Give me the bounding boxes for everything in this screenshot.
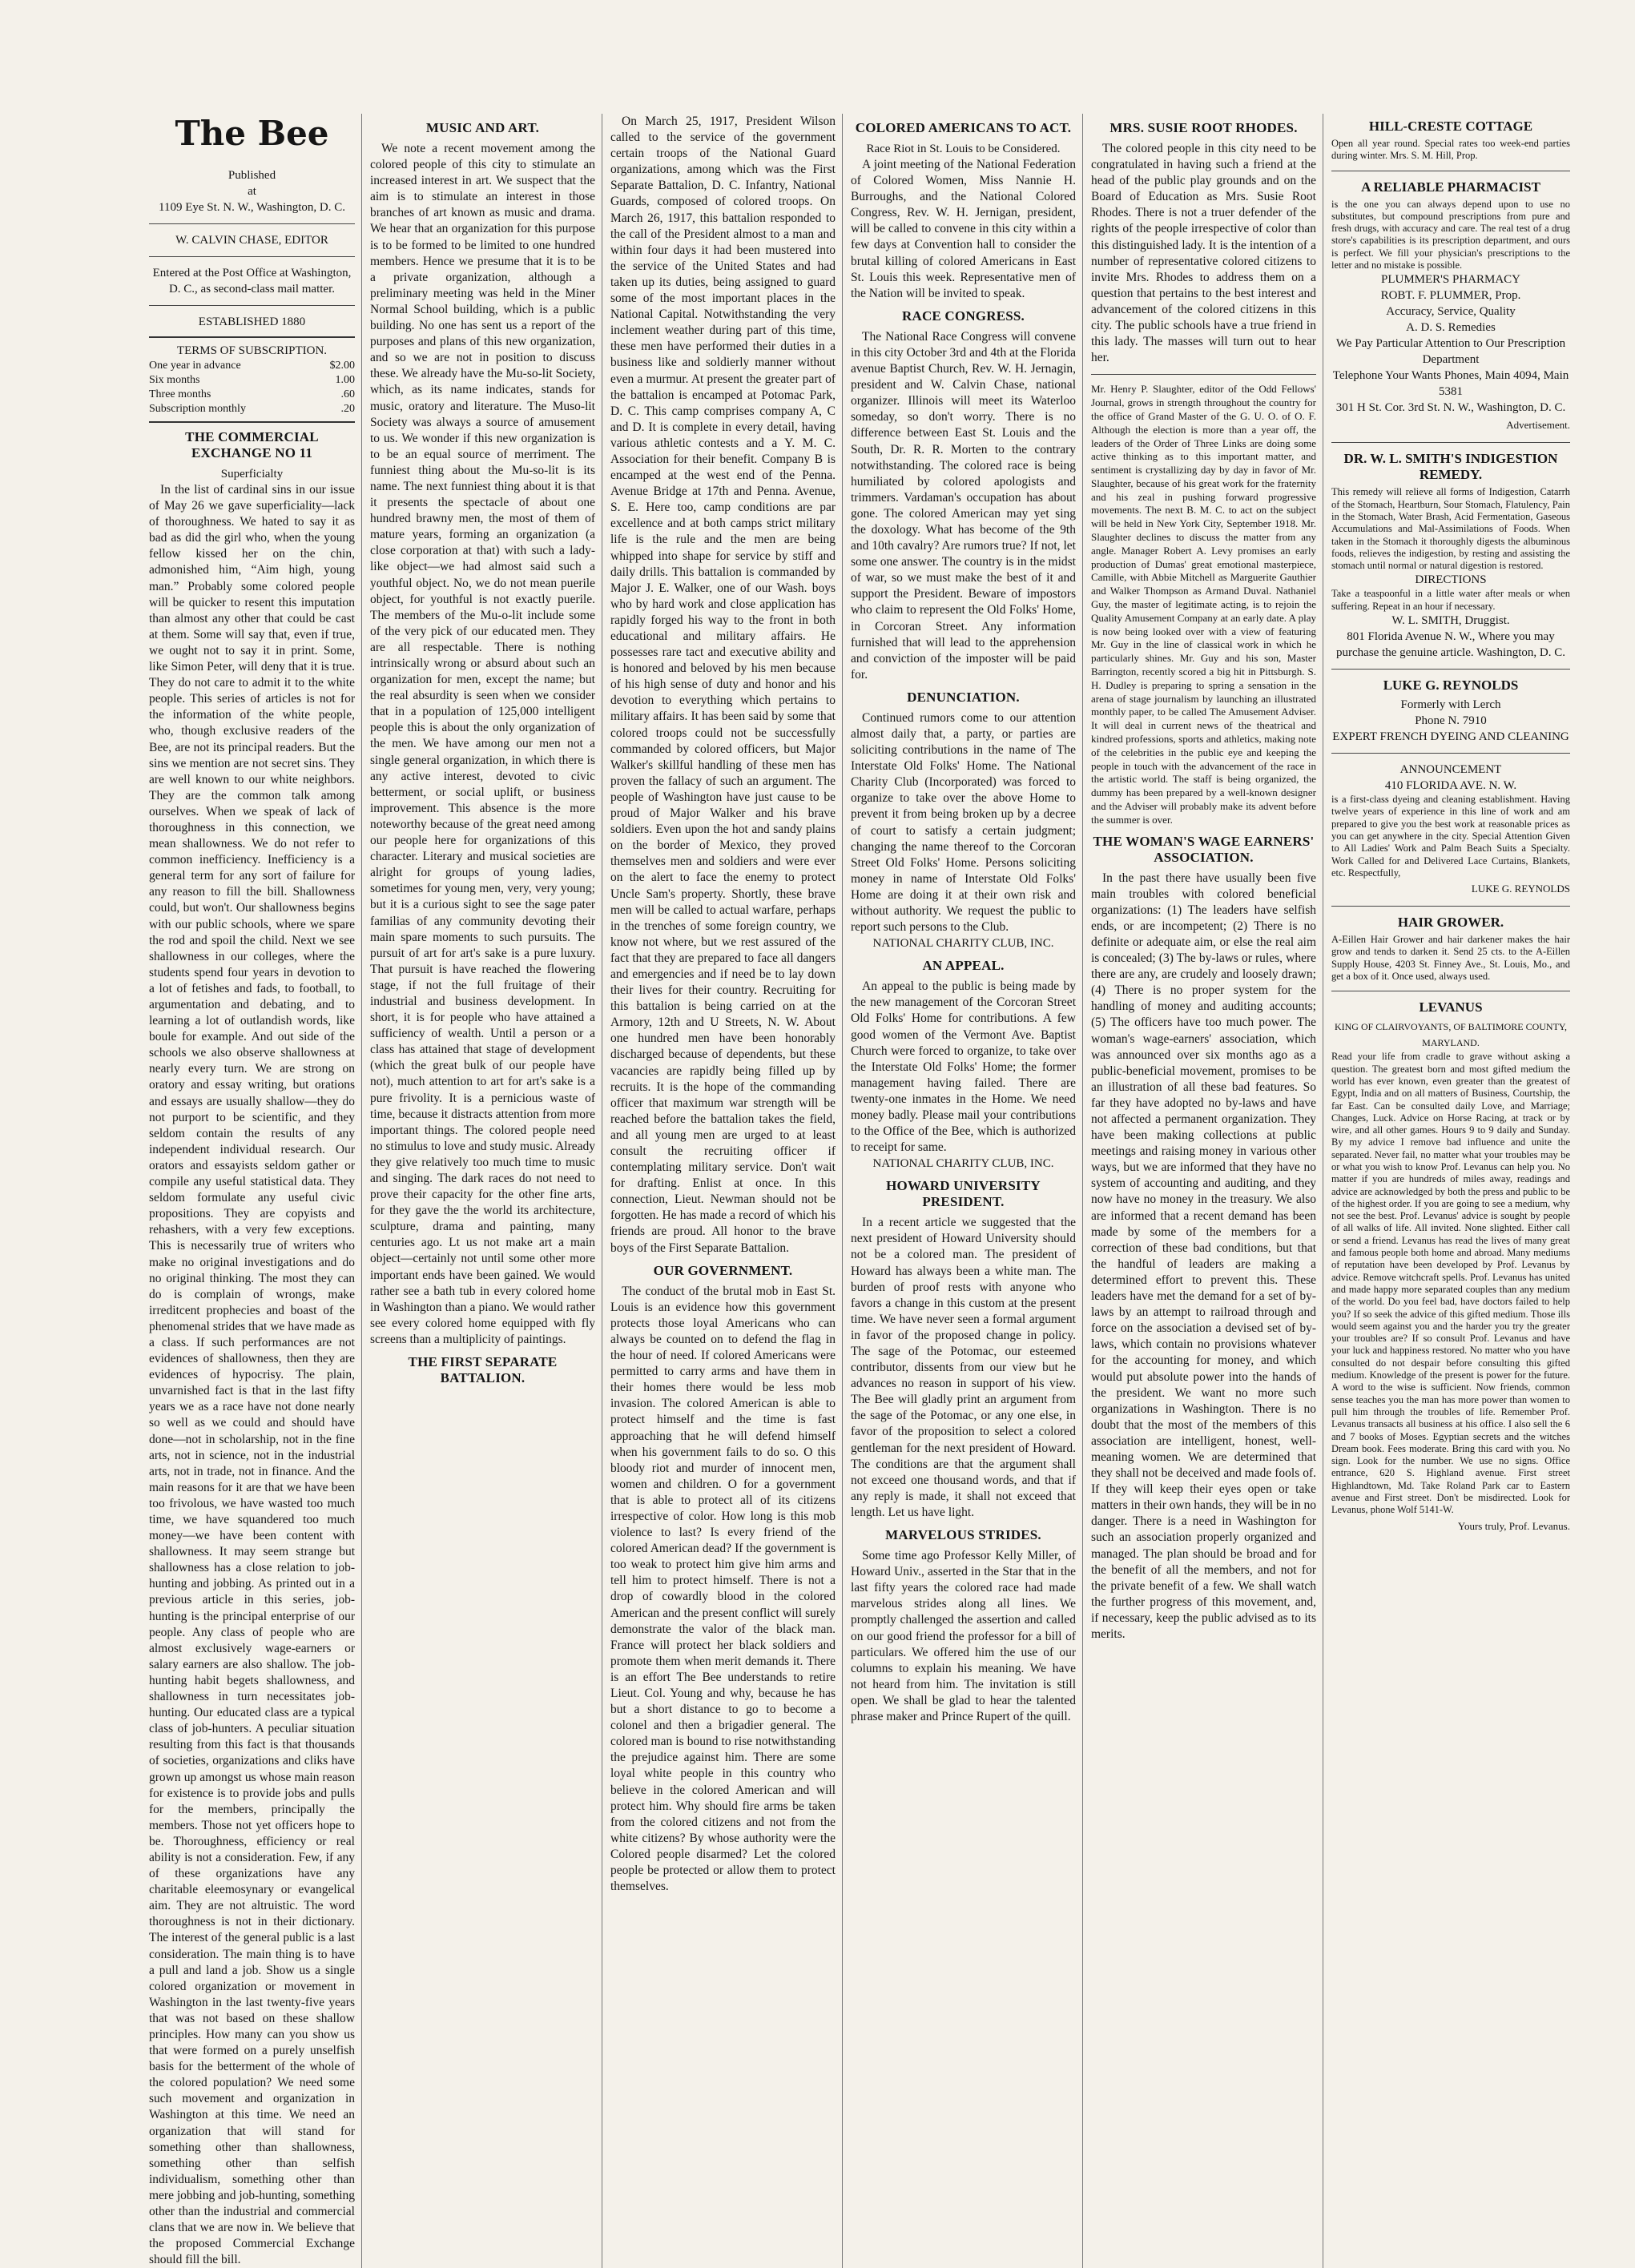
reynolds-text: is a first-class dyeing and cleaning establishment. Having twelve years of experience in this line of work and am prepared to give you the best work at reasonable prices as you can get anywhere in the city. Special Attention Given to All Ladies' Work and Palm Beach Suits a Specialty. Work Called for and Delivered Lace Curtains, Blankets, etc. Respectfully,: [1331, 794, 1570, 879]
first-separate-headline: THE FIRST SEPARATE BATTALION.: [408, 1354, 558, 1386]
colored-act-kicker: Race Riot in St. Louis to be Considered.: [866, 143, 1061, 155]
levanus-text: Read your life from cradle to grave without asking a question. The greatest born and most gifted medium the world has ever known, even greater than the greatest of Egypt, India and on all matters of Business, Courtship, the far East. Can be consulted daily Love, and Marriage; Changes, Luck. Advice on Horse Racing, at track or by wire, and all other games. Hours 9 to 9 daily and Sunday. By my advice I remove bad influence and unite the separated. Never fail, no matter what your troubles may be or what you wish to know Prof. Levanus can help you. No matter if you are hundreds of miles away, readings and advice are acknowledged by both the press and public to be of the highest order. If you are going to see a medium, why not see the best. Prof. Levanus' advice is sought by people of all walks of life. All invited. None slighted. Either call or send a friend. Levanus has read the lives of many great and famous people both home and abroad. Many mediums of reputation have been developed by Prof. Levanus by advice. Remove witchcraft spells. Prof. Levanus has united and made happy more separated couples than any medium of the world. Do you feel bad, have doctors failed to help you? If so seek the advice of this gifted medium. Those ills would seem against you and the harder you try the greater your troubles are? If so consult Prof. Levanus and have your luck and happiness restored. No matter who you have consulted do not despair before consulting this gifted medium. Knowledge of the present is power for the future. A word to the wise is sufficient. Now friends, common sense teaches you the man has more power than women to pull him through the troubles of life. Remember Prof. Levanus transacts all business at his office. I also sell the 6 and 7 books of Moses. Egyptian secrets and the witches Dream book. Fees moderate. Bring this card with you. No sign. Look for the number. We use no signs. Office entrance, 620 S. Highland avenue. First street Highlandtown, Md. Take Roland Park car to Eastern avenue and First street. Don't be misdirected. Look for Levanus, phone Wolf 5141-W.: [1331, 1051, 1570, 1516]
divider: [1331, 442, 1570, 443]
paper-title: The Bee: [175, 114, 329, 153]
smith-proprietor: W. L. SMITH, Druggist.: [1391, 614, 1510, 628]
column-5: [1091, 114, 1323, 2268]
entry-notice: Entered at the Post Office at Washington, D. C., as second-class mail matter.: [152, 267, 352, 296]
appeal-body: An appeal to the public is being made by the new management of the Corcoran Street Old Folks' Home for contributions. A few good women of the Vermont Ave. Baptist Church were forced to organize, to take over the Interstate Old Folks' Home; the former management having failed. There are twenty-one inmates in the Home. We need money badly. Please mail your contributions to the Office of the Bee, which is authorized to receipt for same.: [851, 979, 1076, 1155]
levanus-title: LEVANUS: [1419, 999, 1483, 1015]
newspaper-columns: [149, 114, 1605, 2267]
first-separate-body: On March 25, 1917, President Wilson called to the service of the government certain troops of the National Guard organizations, among which was the First Separate Battalion, D. C. Infantry, National Guards, composed of colored troops. On March 26, 1917, this battalion responded to the call of the President almost to a man and within four days it had been mustered into the service of the United States and had taken up its duties, being assigned to guard some of the most important places in the National Capital. Notwithstanding the very inclement weather during part of this time, these men have performed their duties in a business like and soldierly manner without even a murmur. At present the greater part of the battalion is encamped at Potomac Park, D. C. This camp comprises company A, C and D. It is complete in every detail, having various athletic contests and a Y. M. C. Association for their benefit. Company B is encamped at the west end of the Penna. Avenue Bridge at 17th and Penna. Avenue, S. E. Here too, camp conditions are par excellence and at both camps strict military life is the rule and the men are being whipped into shape for service by stiff and daily drills. This battalion is commanded by Major J. E. Walker, one of our Wash. boys who by hard work and close application has rapidly forged his way to the front in both educational and military affairs. He possesses rare tact and executive ability and is honored and beloved by his men because of his high sense of duty and honor and his devotion to everything which pertains to military affairs. It has been said by some that colored troops could not be successfully commanded by colored officers, but Major Walker's skillful handling of these men has proven the fallacy of such an argument. The people of Washington have just cause to be proud of Major Walker and his brave soldiers. Even upon the hot and sandy plains on the border of Mexico, they proved themselves men and soldiers and were ever on the alert to face the enemy to protect Uncle Sam's property. Shortly, these brave men will be called to actual warfare, perhaps in the trenches of some foreign country, we know not where, but we rest assured of the fact that they are prepared to face all dangers and emergencies and if need be to lay down their lives for their country. Recruiting for this battalion is being carried on at the Armory, 12th and U Streets, N. W. About one hundred men have been honorably discharged because of dependents, but these vacancies are rapidly being filled up by recruits. It is the hope of the commanding officer that maximum war strength will be reached before the battalion takes the field, and all young men are urged to at least consult the recruiting officer if contemplating military service. Don't wait for drafting. Enlist at once. In this connection, Lieut. Newman should not be forgotten. He has made a record of which his friends are proud. All honor to the brave boys of the First Separate Battalion.: [610, 115, 836, 1255]
divider: [149, 305, 355, 306]
wage-earners-body: In the past there have usually been five main troubles with colored beneficial organizations: (1) The leaders have selfish ends, or are incompetent; (2) There is no definite or adequate aim, or else the real aim is concealed; (3) The by-laws or rules, where there are any, are crudely and loosely drawn; (4) There is no proper system for the handling of money and auditing accounts; (5) The officers have too much power. The woman's wage-earners' association, which was announced over six months ago as a public-beneficial movement, promises to be an illustration of all these bad features. So far they have adopted no by-laws and have not affected a permanent organization. They have been making collections at public meetings and raising money in various other ways, but we are informed that they have no system of accounting and auditing, and they now have no money in the treasury. We also are informed that a recent demand has been made by some of the members for a correction of these bad conditions, but that the handful of leaders are making a determined effort to prevent this. These leaders have met the demand for a set of by-laws by an attempt to railroad through and force on the association a devised set of by-laws, which contain no provisions whatever for the accounting for money, and which would put absolute power into the hands of the president. We want no more such organizations in Washington. There is no doubt that the most of the members of this association are intelligent, honest, well-meaning women. We are determined that they shall not be deceived and made fools of. If they will keep their eyes open or take matters in their own hands, they will be in no danger. There is a need in Washington for such an association properly organized and managed. The plan should be broad and for the benefit of all the members, and not for the private benefit of a few. We shall watch the further progress of this movement, and, if necessary, keep the public advised as to its merits.: [1091, 871, 1316, 1642]
colored-act-body: A joint meeting of the National Federation of Colored Women, Miss Nannie H. Burroughs, and the National Colored Congress, Rev. W. H. Jernigan, president, will be called to convene in this city within a few days at Convention hall to consider the brutal killing of colored Americans in East St. Louis this week. Representative men of the Nation will be invited to speak.: [851, 158, 1076, 300]
rhodes-body: The colored people in this city need to be congratulated in having such a friend at the head of the public play grounds and on the Board of Education as Mrs. Susie Root Rhodes. There is not a truer defender of the rights of the people irrespective of color than this distinguished lady. It is the intention of a number of representative colored citizens to invite Mrs. Rhodes to address them on a question that pertains to the best interest and advancement of the colored citizens in this city. The public schools have a true friend in this lady. The masses will turn out to hear her.: [1091, 142, 1316, 365]
appeal-headline: AN APPEAL.: [922, 958, 1005, 974]
divider: [1091, 374, 1316, 375]
hair-title: HAIR GROWER.: [1397, 915, 1504, 931]
commercial-kicker: Superficialty: [220, 468, 284, 481]
column-2: [370, 114, 602, 2268]
pharmacy-notice: We Pay Particular Attention to Our Prescription Department: [1335, 337, 1566, 367]
hillcreste-text: Open all year round. Special rates too week-end parties during winter. Mrs. S. M. Hill, Prop.: [1331, 138, 1570, 162]
pharmacy-remedies: A. D. S. Remedies: [1406, 321, 1496, 335]
hillcreste-title: HILL-CRESTE COTTAGE: [1368, 119, 1533, 134]
race-congress-body: The National Race Congress will convene in this city October 3rd and 4th at the Florida avenue Baptist Church, Rev. W. H. Jernagin, president and W. Calvin Chase, national organizer. Illinois will meet its Waterloo someday, so don't worry. There is no difference between East St. Louis and the South, Dr. R. R. Morten to the contrary notwithstanding. The colored race is being humiliated by colored apologists and trimmers. Vardaman's occupation has about gone. The colored American may yet sing the doxology. What has become of the 9th and 10th cavalry? Are rumors true? If not, let some one answer. The country is in the midst of war, so we must make the best of it and support the President. Beware of impostors who claim to represent the Old Folks' Home, in Corcoran Street. Any information furnished that will lead to the apprehension and conviction of the imposter will be paid for.: [851, 329, 1076, 682]
pharmacy-phone: Telephone Your Wants Phones, Main 4094, Main 5381: [1332, 369, 1569, 399]
denunciation-body: Continued rumors come to our attention almost daily that, a party, or parties are soliciting contributions in the name of The Interstate Old Folks' Home. The National Charity Club (Incorporated) was forced to organize to take over the above Home to prevent it from being broken up by a decree of court to satisfy a certain judgment; changing the name thereof to the Corcoran Street Old Folks' Home. Persons soliciting money in name of Interstate Old Folks' Home are doing it at their own risk and without authority. We request the public to report such persons to the Club.: [851, 710, 1076, 935]
published-label: Published: [228, 169, 276, 182]
race-congress-headline: RACE CONGRESS.: [902, 308, 1025, 324]
divider: [1331, 906, 1570, 907]
hair-ad: [1331, 915, 1570, 983]
levanus-closing: Yours truly, Prof. Levanus.: [1457, 1519, 1570, 1532]
column-6: [1331, 114, 1577, 2268]
divider: [149, 223, 355, 224]
reynolds-ad: [1331, 678, 1570, 895]
subscription-row-price: .60: [340, 388, 355, 400]
paper-address: 1109 Eye St. N. W., Washington, D. C.: [159, 201, 345, 214]
pharmacy-name: PLUMMER'S PHARMACY: [1381, 273, 1520, 287]
smith-directions-title: DIRECTIONS: [1415, 573, 1487, 587]
reynolds-phone: Phone N. 7910: [1415, 714, 1487, 728]
commercial-headline: THE COMMERCIAL EXCHANGE NO 11: [185, 429, 319, 460]
editor-line: W. CALVIN CHASE, EDITOR: [175, 234, 328, 247]
divider: [1331, 753, 1570, 754]
subscription-row-price: $2.00: [329, 360, 355, 372]
levanus-subtitle: KING OF CLAIRVOYANTS, OF BALTIMORE COUNTY, MARYLAND.: [1334, 1021, 1568, 1049]
reynolds-service: EXPERT FRENCH DYEING AND CLEANING: [1332, 730, 1569, 744]
smith-address: 801 Florida Avenue N. W., Where you may purchase the genuine article. Washington, D. C.: [1336, 630, 1565, 660]
subscription-row-label: Subscription monthly: [149, 403, 246, 415]
smith-ad: [1331, 451, 1570, 661]
subscription-row-price: .20: [340, 403, 355, 415]
column-3: [610, 114, 843, 2268]
reynolds-title: LUKE G. REYNOLDS: [1383, 678, 1519, 694]
at-label: at: [248, 185, 256, 198]
established-line: ESTABLISHED 1880: [198, 316, 306, 328]
music-headline: MUSIC AND ART.: [425, 120, 540, 135]
marvelous-body: Some time ago Professor Kelly Miller, of Howard Univ., asserted in the Star that in the last fifty years the colored race had made marvelous strides along all lines. We promptly challenged the assertion and called on our good friend the professor for a bill of particulars. We offered him the use of our columns to explain his meaning. We have not heard from him. The invitation is still open. We shall be glad to hear the talented phrase maker and Prince Rupert of the quill.: [851, 1549, 1076, 1723]
subscription-row-label: Three months: [149, 388, 211, 400]
government-headline: OUR GOVERNMENT.: [653, 1262, 793, 1278]
pharmacy-prop: ROBT. F. PLUMMER, Prop.: [1380, 289, 1521, 303]
pharmacist-ad: [1331, 179, 1570, 432]
music-body: We note a recent movement among the colored people of this city to stimulate an increased interest in art. We suspect that the aim is to stimulate an interest in those branches of art known as music and drama. We hear that an organization for this purpose is to be formed to be limited to one hundred members. Hence we presume that it is to be a private organization, although a preliminary meeting was held in the Miner Normal School building, which is a public building. No one has sent us a report of the purposes and plans of this new organization, and so we are not in position to discuss these. We already have the Mu-so-lit Society, which, as its name indicates, stands for music, oratory and literature. The Muso-lit Society was always a source of amusement to us. We wonder if this new organization is to be an equal source of merriment. The funniest thing about the Mu-so-lit is its name. The next funniest thing about it is that it presents the spectacle of about one hundred brawny men, the most of them of mature years, forming an organization (a close corporation at that) with such a lady-like object—we had almost said such a youthful object. No, we do not mean puerile object, for youthful is not exactly puerile. The members of the Mu-o-lit include some of the very pick of our educated men. They are all respectable. There is nothing intrinsically wrong or absurd about such an organization for men, except the name; but the real absurdity is seen when we consider that in a population of 125,000 intelligent people this is about the only organization of the men. We have among our men not a single general organization, in which there is any active interest, devoted to civic betterment, or social uplift, or business improvement. This absence is the more noteworthy because of the great need among our people here for organizations of this character. Literary and musical societies are alright for groups of young ladies, sometimes for young men, very, very young; but it is a curious sight to see the sage pater familias of any community devoting their main spare moments to such pursuits. The pursuit of art for art's sake is a pure luxury. That pursuit is have reached the flowering stage, if not the full fruitage of their industrial and business development. In short, it is for people who have attained a sufficiency of wealth. Until a person or a class has attained that stage of development (which the great bulk of our people have not), much attention to art for art's sake is a pure frivolity. It is a pernicious waste of time, because it distracts attention from more important things. The colored people need no stimulus to love and study music. Already they give relatively too much time to music and singing. The dark races do not need to prove their capacity for the other fine arts, for they gave the the world its architecture, sculpture, drama and painting, many centuries ago. Lt us not make art a main object—certainly not until some other more important ends have been gained. We would rather see a bath tub in every colored home in Washington than a piano. We would rather see every colored home equipped with fly screens than a multiplicity of paintings.: [370, 142, 595, 1346]
smith-text: This remedy will relieve all forms of Indigestion, Catarrh of the Stomach, Heartburn, Sour Stomach, Flatulency, Pain in the Stomach, Water Brash, Acid Fermentation, Gaseous Accumulations and Mal-Assimilations of Foods. When taken in the Stomach it thoroughly digests the albuminous foods, relieves the indigestion, by resting and assisting the stomach until normal or natural digestion is restored.: [1331, 486, 1570, 572]
subscription-row-price: 1.00: [335, 374, 355, 386]
reynolds-announcement: ANNOUNCEMENT: [1399, 763, 1502, 777]
divider: [149, 256, 355, 257]
subscription-box: [149, 336, 355, 423]
pharmacist-title: A RELIABLE PHARMACIST: [1361, 179, 1540, 195]
levanus-ad: [1331, 999, 1570, 1532]
subscription-title: TERMS OF SUBSCRIPTION.: [176, 344, 328, 357]
marvelous-headline: MARVELOUS STRIDES.: [885, 1527, 1041, 1543]
wage-earners-headline: THE WOMAN'S WAGE EARNERS' ASSOCIATION.: [1093, 833, 1315, 865]
slaughter-body: Mr. Henry P. Slaughter, editor of the Odd Fellows' Journal, grows in strength throughout the country for the office of Grand Master of the G. U. O. of O. F. Although the election is more than a year off, the leaders of the Order of Three Links are doing some active thinking as to this important matter, and sentiment is crystallizing day by day in favor of Mr. Slaughter, because of his great work for the fraternity and his zeal in pushing forward progressive movements. The next B. M. C. to act on the subject will be held in New York City, September 1918. Mr. Slaughter declines to discuss the matter from any angle. Manager Robert A. Levy promises an early production of Dumas' great emotional masterpiece, Camille, with Abbie Mitchell as Marguerite Gauthier and Walker Thompson as Armand Duval. Nathaniel Guy, the master of legitimate acting, is to rejoin the Quality Amusement Company at an early date. A play is now being looked over with a view of featuring Mr. Guy in the line of classical work in which he particularly shines. Mr. Guy and his son, Master Barrington, recently scored a big hit in Pittsburgh. S. H. Dudley is preparing to spring a sensation in the arena of stage journalism by launching an illustrated monthly paper, to be called The Amusement Adviser. It will deal in current news of the theatrical and kindred professions, sports and athletics, making note of the celebrities in the public eye and keeping the people in touch with the advancement of the race in the artistic world. The staff is being organized, the dummy has been prepared by a well-known designer and the Adviser will probably make its advent before the summer is over.: [1091, 383, 1316, 826]
pharmacy-footer: Advertisement.: [1506, 419, 1570, 432]
howard-headline: HOWARD UNIVERSITY PRESIDENT.: [886, 1178, 1041, 1210]
hair-text: A-Eillen Hair Grower and hair darkener makes the hair grow and tends to darken it. Send 25 cts. to the A-Eillen Supply House, 4203 St. Finney Ave., St. Louis, Mo., and get a box of it. Once used, always used.: [1331, 934, 1570, 983]
pharmacy-address: 301 H St. Cor. 3rd St. N. W., Washington, D. C.: [1335, 401, 1566, 415]
column-1: [149, 114, 362, 2268]
pharmacist-text: is the one you can always depend upon to use no substitutes, but compound prescriptions from pure and fresh drugs, with accuracy and care. The real test of a drug store's capabilities is its prescription department, and ours is perfect. We fill your physician's prescriptions to the letter and no mistake is possible.: [1331, 198, 1570, 271]
column-4: [851, 114, 1083, 2268]
reynolds-address: 410 FLORIDA AVE. N. W.: [1384, 779, 1517, 793]
appeal-signature: NATIONAL CHARITY CLUB, INC.: [872, 1157, 1054, 1171]
reynolds-subtitle: Formerly with Lerch: [1400, 698, 1501, 712]
divider: [1331, 669, 1570, 670]
colored-act-headline: COLORED AMERICANS TO ACT.: [855, 120, 1072, 135]
reynolds-signature: LUKE G. REYNOLDS: [1471, 883, 1570, 895]
smith-directions: Take a teaspoonful in a little water after meals or when suffering. Repeat in an hour if necessary.: [1331, 588, 1570, 612]
government-body: The conduct of the brutal mob in East St. Louis is an evidence how this government protects those loyal Americans who can always be counted on to defend the flag in the hour of need. If colored Americans were permitted to carry arms and have them in their homes there would be less mob invasion. The colored American is able to protect himself and the time is fast approaching that he will defend himself when his government fails to do so. O this bloody riot and murder of innocent men, women and children. O for a government that is able to protect all of its citizens irrespective of color. How long is this mob violence to last? Is every friend of the colored American dead? If the government is too weak to protect him give him arms and tell him to protect himself. There is not a drop of cowardly blood in the colored American and the present conflict will surely demonstrate the valor of the black man. France will protect her black soldiers and promote them when merit demands it. There is an effort The Bee understands to retire Lieut. Col. Young and why, because he has but a short distance to go to become a colonel and then a brigadier general. The colored man is bound to rise notwithstanding the prejudice against him. There are some loyal white people in this country who believe in the colored American and will protect him. Why should fire arms be taken from the colored citizens and not from the white citizens? By whose authority were the Colored people disarmed? Let the colored people be protected or allow them to protect themselves.: [610, 1284, 836, 1894]
subscription-row-label: One year in advance: [149, 360, 241, 372]
smith-title: DR. W. L. SMITH'S INDIGESTION REMEDY.: [1343, 451, 1558, 483]
subscription-row-label: Six months: [149, 374, 200, 386]
subscription-rows: [149, 359, 355, 416]
denunciation-signature: NATIONAL CHARITY CLUB, INC.: [872, 937, 1054, 951]
commercial-body: In the list of cardinal sins in our issue of May 26 we gave superficiality—lack of thoroughness. We hated to say it as bad as did the girl who, when the young fellow kissed her on the chin, admonished him, “Aim high, young man.” Probably some colored people will be quicker to resent this imputation than almost any other that could be cast at them. Some will say that, even if true, we ought not to say it in print. Some, like Simon Peter, will deny that it is true. They do not care to admit it to the white people. This series of articles is not for the information of the white people, who, though exclusive readers of the Bee, are not its principal readers. But the sins we mention are not secret sins. They are well known to our white neighbors. They are the common talk among ourselves. When we speak of lack of thoroughness in this connection, we mean shallowness. We do not refer to common inefficiency. Inefficiency is a general term for any sort of failure for any reason to fill the bill. Shallowness could, but won't. Our shallowness begins with our public schools, where we spare the rod and spoil the child. Next we see shallowness in our colleges, where the students spend four years in devotion to a lot of fetishes and fads, to football, to argumentation and debating, and to learning a lot of outlandish words, like boule for example. And out side of the schools we also observe shallowness at nearly every turn. We are strong on oratory and essay writing, but orations and essays are usually shallow—they do not purport to be scientific, and they seldom contain the results of any independent individual research. Our orators and essayists seldom gather or compile any useful statistical data. They seldom formulate any useful civic propositions. They are copyists and rehashers, with a very few exceptions. This is necessarily true of writers who make no original investigations and do no original thinking. The most they can do is complain of wrongs, make irreditcent prophecies and boast of the phenomenal strides that we have made as a class. If such performances are not evidences of shallowness, then they are evidences of hypocrisy. The plain, unvarnished fact is that in the last fifty years we as a race have not done nearly so well as we could and should have done—not in scholarship, not in the fine arts, not in science, not in the industrial arts, not in trade, not in finance. And the main reasons for it are that we have been too frivolous, we have wasted too much time, we have squandered too much money—we have been content with shallowness. It may seem strange but shallowness has a close relation to job-hunting and jobbing. As printed out in a previous article in this series, job-hunting is the principal enterprise of our people. Any class of people who are almost exclusively wage-earners or salary earners are also shallow. The job-hunting habit begets shallowness, and shallowness in turn necessitates job-hunting. Our educated class are a typical class of job-hunters. A peculiar situation resulting from this fact is that thousands of societies, organizations and cliks have grown up amongst us whose main reason for existence is to provide jobs and pulls for the members, principally the members. Those not yet officers hope to be. Thoroughness, efficiency or real ability is not a consideration. Few, if any of these organizations have any charitable eleemosynary or evangelical aim. They are not altruistic. The word thoroughness is not in their dictionary. The interest of the general public is a last consideration. The main thing is to have a pull and land a job. Show us a single colored organization or movement in Washington in the last twenty-five years that was not based on these shallow principles. How many can you show us that were formed on a purely unselfish basis for the betterment of the whole of the colored population? We need some such movement and organization in Washington at this time. We need an organization that will stand for something other than shallowness, something other than selfish individualism, something other than mere jobbing and job-hunting, something other than the industrial and commercial clans that we are now in. We believe that the proposed Commercial Exchange should fill the bill.: [149, 483, 356, 2267]
pharmacy-slogan: Accuracy, Service, Quality: [1386, 305, 1516, 319]
rhodes-headline: MRS. SUSIE ROOT RHODES.: [1109, 120, 1298, 135]
hillcreste-ad: [1331, 119, 1570, 163]
masthead: [149, 114, 355, 330]
denunciation-headline: DENUNCIATION.: [907, 689, 1020, 705]
howard-body: In a recent article we suggested that the next president of Howard University should not be a colored man. The president of Howard has always been a white man. The burden of proof rests with anyone who favors a change in this custom at the present time. We have never seen a formal argument in favor of the proposed change in policy. The sage of the Potomac, our esteemed contributor, dissents from our view but he advances no reason in support of his view. The Bee will gladly print an argument from the sage of the Potomac, or any one else, in favor of the proposition to select a colored gentleman for the next president of Howard. The conditions are that the argument shall not exceed one thousand words, and that if any reply is made, it shall not exceed that length. Let us have light.: [851, 1216, 1076, 1519]
